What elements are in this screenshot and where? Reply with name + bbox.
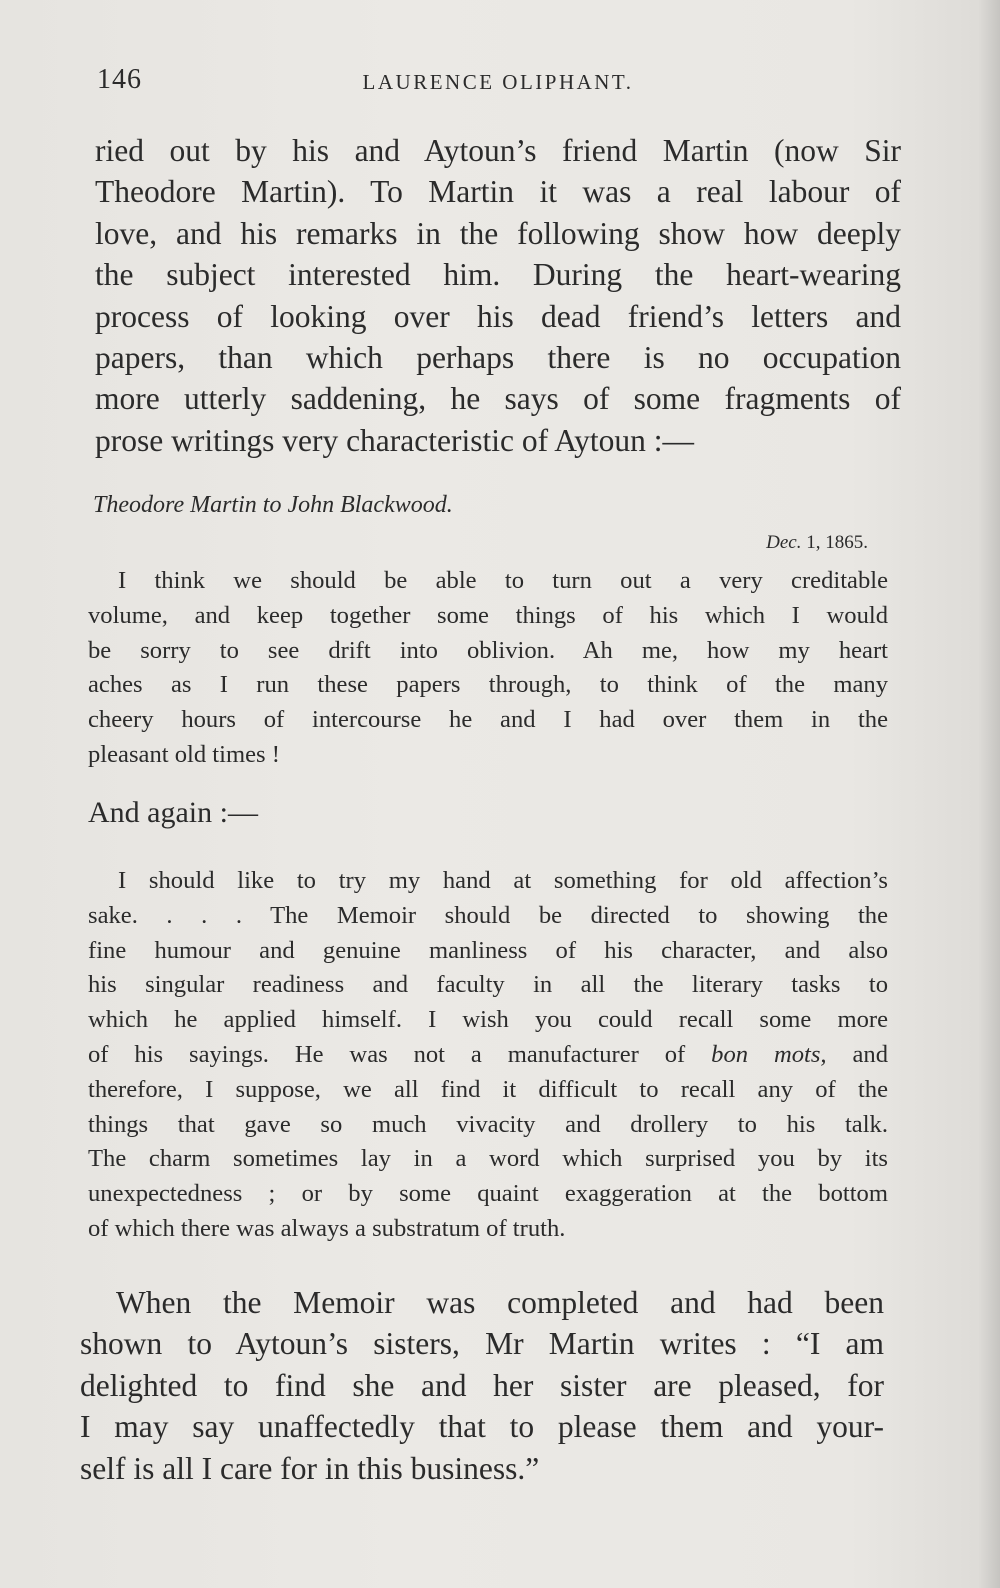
quote-line: pleasant old times ! <box>88 740 280 768</box>
letter-date-month: Dec. <box>766 532 802 553</box>
quote-line: therefore, I suppose, we all find it difficult to recall any of the <box>88 1075 888 1103</box>
quote-line: I think we should be able to turn out a very creditable <box>118 567 888 594</box>
text-line: prose writings very characteristic of Aytoun :— <box>95 422 694 458</box>
quote-line: sake. . . . The Memoir should be directed to showing the <box>88 901 888 929</box>
quote-line: I should like to try my hand at something for old affection’s <box>118 867 888 894</box>
text-line: delighted to find she and her sister are pleased, for <box>80 1367 884 1403</box>
paragraph-opening <box>95 130 901 461</box>
italic-phrase: bon mots, <box>711 1040 827 1068</box>
quote-line: fine humour and genuine manliness of his character, and also <box>88 936 888 964</box>
quote-line: be sorry to see drift into oblivion. Ah me, how my heart <box>88 636 888 664</box>
quote-line: The charm sometimes lay in a word which surprised you by its <box>88 1145 888 1173</box>
quote-line: things that gave so much vivacity and drollery to his talk. <box>88 1110 888 1138</box>
quote-text: and <box>826 1040 888 1068</box>
quote-line: unexpectedness ; or by some quaint exaggeration at the bottom <box>88 1180 888 1208</box>
second-extract <box>88 864 888 1247</box>
letter-date-rest: 1, 1865. <box>801 532 868 553</box>
text-line: process of looking over his dead friend’s letters and <box>95 298 901 334</box>
letter-date <box>766 532 868 554</box>
quote-line: cheery hours of intercourse he and I had over them in the <box>88 706 888 734</box>
letter-heading: Theodore Martin to John Blackwood. <box>93 492 453 518</box>
running-title: LAURENCE OLIPHANT. <box>362 70 634 94</box>
quote-text: of his sayings. He was not a manufacturer of <box>88 1040 712 1068</box>
text-line: papers, than which perhaps there is no occupation <box>95 340 901 376</box>
running-head <box>97 64 899 104</box>
page-edge-shadow <box>978 0 1000 1588</box>
text-line: When the Memoir was completed and had been <box>116 1285 884 1320</box>
text-line: ried out by his and Aytoun’s friend Martin (now Sir <box>95 133 901 168</box>
quote-line <box>88 1038 888 1073</box>
letter-extract <box>88 564 888 773</box>
text-line: shown to Aytoun’s sisters, Mr Martin writes : “I am <box>80 1326 884 1362</box>
text-line: more utterly saddening, he says of some fragments of <box>95 381 901 417</box>
and-again-line: And again :— <box>88 796 258 829</box>
text-line: I may say unaffectedly that to please them and your- <box>80 1409 884 1445</box>
quote-line: aches as I run these papers through, to think of the many <box>88 671 888 699</box>
text-line: the subject interested him. During the heart-wearing <box>95 257 901 293</box>
quote-line: of which there was always a substratum of truth. <box>88 1214 566 1242</box>
text-line: self is all I care for in this business.” <box>80 1450 540 1486</box>
quote-line: which he applied himself. I wish you could recall some more <box>88 1006 888 1034</box>
quote-line: volume, and keep together some things of his which I would <box>88 601 888 629</box>
text-line: Theodore Martin). To Martin it was a real labour of <box>95 174 901 210</box>
quote-line: his singular readiness and faculty in all the literary tasks to <box>88 971 888 999</box>
page-number: 146 <box>97 64 142 95</box>
paragraph-closing <box>80 1282 884 1489</box>
text-line: love, and his remarks in the following show how deeply <box>95 215 901 251</box>
